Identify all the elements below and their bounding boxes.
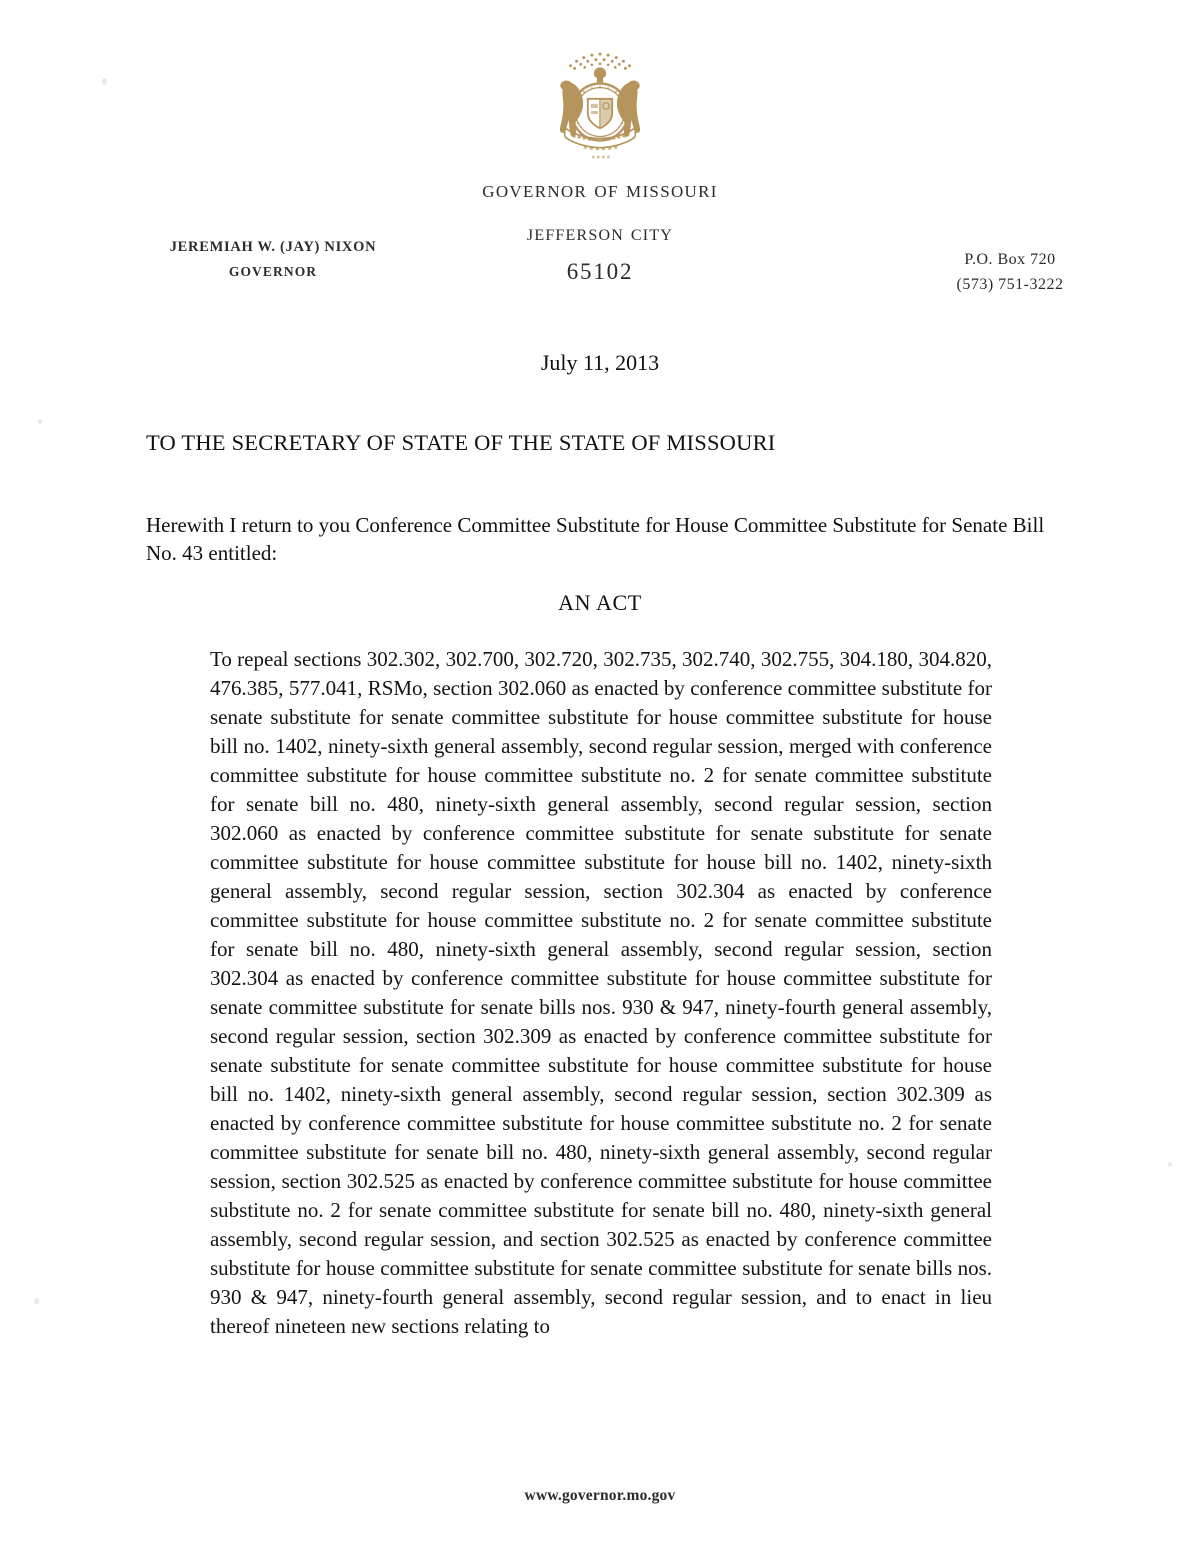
letter-date: July 11, 2013: [540, 350, 660, 375]
act-body-last-line: session, and to enact in lieu thereof nineteen new sections relating to: [210, 1285, 993, 1338]
letterhead-zip: 65102: [566, 259, 634, 284]
letterhead-right: [860, 248, 1160, 298]
letterhead-city: jefferson city: [526, 220, 674, 245]
letter-intro-paragraph: Herewith I return to you Conference Committee Substitute for House Committee Substitute for Senate Bill No. 43 entitled:: [146, 513, 1045, 565]
governor-title: GOVERNOR: [228, 263, 318, 279]
act-heading: AN ACT: [558, 590, 642, 615]
footer-website: www.governor.mo.gov: [524, 1487, 676, 1504]
scan-speck: [1168, 1162, 1172, 1167]
act-body-text: [210, 645, 992, 1341]
governor-name: JEREMIAH W. (JAY) NIXON: [169, 239, 377, 255]
letterhead-title: governor of missouri: [482, 177, 718, 203]
po-box-line: P.O. Box 720: [964, 251, 1056, 268]
missouri-state-seal-icon: [539, 48, 661, 170]
letter-addressee: TO THE SECRETARY OF STATE OF THE STATE OF MISSOURI: [146, 430, 776, 455]
seal-container: [0, 48, 1200, 175]
letterhead-left: [108, 240, 438, 278]
act-body-main: To repeal sections 302.302, 302.700, 302.720, 302.735, 302.740, 302.755, 304.180, 304.820, 476.385, 577.041, RSMo, section 302.060 as enacted by conference committee substitute for senate substitute for senate committee substitute for house committee substitute for house bill no. 1402, ninety-sixth general assembly, second regular session, merged with conference committee substitute for house committee substitute no. 2 for senate committee substitute for senate bill no. 480, ninety-sixth general assembly, second regular session, section 302.060 as enacted by conference committee substitute for senate substitute for senate committee substitute for house committee substitute for house bill no. 1402, ninety-sixth general assembly, second regular session, section 302.304 as enacted by conference committee substitute for house committee substitute no. 2 for senate committee substitute for senate bill no. 480, ninety-sixth general assembly, second regular session, section 302.304 as enacted by conference committee substitute for house committee substitute for senate committee substitute for senate bills nos. 930 & 947, ninety-fourth general assembly, second regular session, section 302.309 as enacted by conference committee substitute for senate substitute for senate committee substitute for house committee substitute for house bill no. 1402, ninety-sixth general assembly, second regular session, section 302.309 as enacted by conference committee substitute for house committee substitute no. 2 for senate committee substitute for senate bill no. 480, ninety-sixth general assembly, second regular session, section 302.525 as enacted by conference committee substitute for house committee substitute no. 2 for senate committee substitute for senate bill no. 480, ninety-sixth general assembly, second regular session, and section 302.525 as enacted by conference committee substitute for house committee substitute for senate committee substitute for senate bills nos. 930 & 947, ninety-fourth general assembly, second regular: [210, 647, 992, 1309]
phone-line: (573) 751-3222: [956, 275, 1064, 293]
scan-speck: [34, 1298, 39, 1304]
scan-speck: [38, 419, 42, 424]
